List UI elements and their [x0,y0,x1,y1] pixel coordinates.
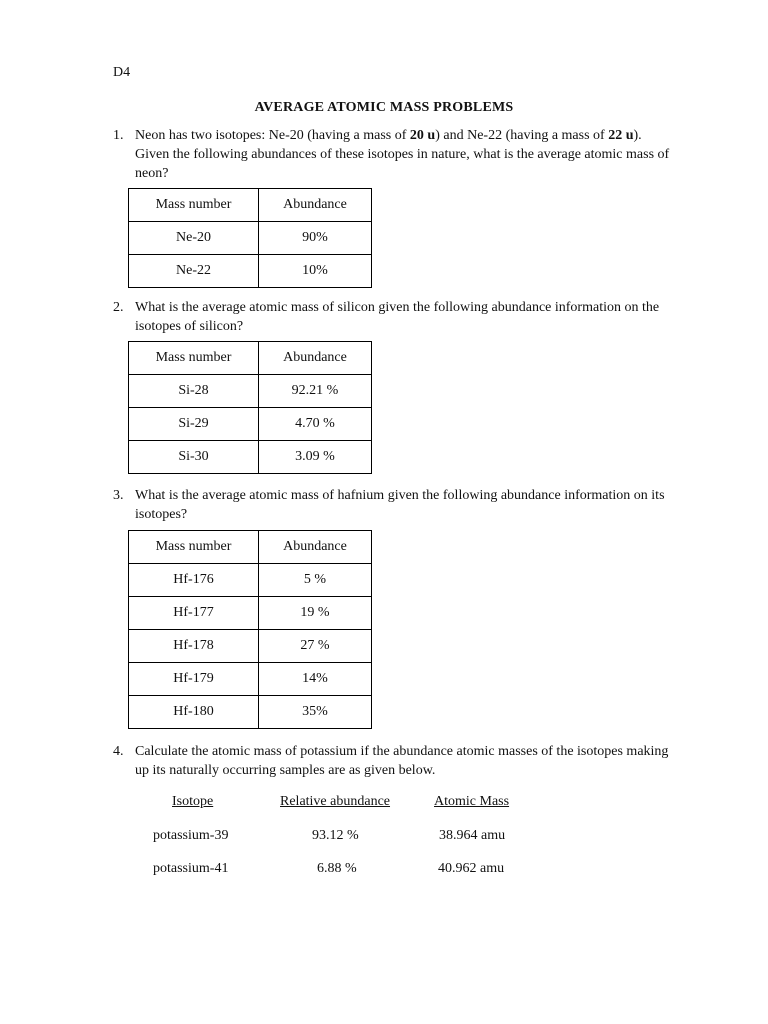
table-cell: Si-30 [129,441,259,474]
table-row [129,222,372,255]
column-header: Mass number [129,342,259,375]
table-header-row [129,189,372,222]
question-1 [113,126,673,183]
neon-22-mass: 22 u [608,128,634,143]
table-cell: 90% [259,222,372,255]
table-row [129,564,372,597]
table-cell: Hf-178 [129,630,259,663]
table-cell: 3.09 % [259,441,372,474]
question-text: What is the average atomic mass of silicon given the following abundance information on the isotopes of silicon? [135,300,660,334]
question-3 [113,486,673,524]
atomic-mass: 40.962 amu [438,861,505,876]
question-text-part: ) and Ne-22 (having a mass of [435,128,609,143]
table-header-row [129,342,372,375]
question-text [135,126,673,183]
table-cell: 19 % [259,597,372,630]
column-header-atomic-mass: Atomic Mass [434,794,510,809]
table-cell: 5 % [259,564,372,597]
table-cell: 27 % [259,630,372,663]
table-cell: Ne-20 [129,222,259,255]
table-row [129,408,372,441]
table-row [129,696,372,729]
isotope-name: potassium-41 [153,861,229,876]
table-row [129,663,372,696]
table-cell: Si-29 [129,408,259,441]
table-cell: 10% [259,255,372,288]
question-text-part: ). Given the following abundances of these isotopes in nature, what is the average atomic mass of neon? [135,128,670,181]
table-row [129,255,372,288]
atomic-mass: 38.964 amu [439,828,506,843]
question-number: 3. [113,488,124,503]
question-text-part: Neon has two isotopes: Ne-20 (having a mass of [135,128,410,143]
relative-abundance: 6.88 % [317,861,357,876]
table-row [129,630,372,663]
question-4 [113,742,673,780]
column-header: Mass number [129,189,259,222]
table-row [129,441,372,474]
column-header-isotope: Isotope [172,794,214,809]
table-cell: Hf-179 [129,663,259,696]
question-text: Calculate the atomic mass of potassium if the abundance atomic masses of the isotopes making up its naturally occurring samples are as given below. [135,744,669,778]
document-code: D4 [113,65,131,80]
column-header: Abundance [259,189,372,222]
table-cell: Hf-180 [129,696,259,729]
column-header: Abundance [259,531,372,564]
relative-abundance: 93.12 % [312,828,359,843]
table-cell: Hf-176 [129,564,259,597]
question-text: What is the average atomic mass of hafnium given the following abundance information on its isotopes? [135,488,665,522]
table-row [129,597,372,630]
question-number: 2. [113,300,124,315]
neon-abundance-table [128,188,372,288]
question-number: 4. [113,744,124,759]
neon-20-mass: 20 u [409,128,436,143]
table-cell: 92.21 % [259,375,372,408]
isotope-name: potassium-39 [153,828,229,843]
column-header: Mass number [129,531,259,564]
table-cell: 14% [259,663,372,696]
table-cell: 35% [259,696,372,729]
column-header: Abundance [259,342,372,375]
table-cell: 4.70 % [259,408,372,441]
table-header-row [129,531,372,564]
table-cell: Hf-177 [129,597,259,630]
table-cell: Si-28 [129,375,259,408]
question-number: 1. [113,128,124,143]
table-cell: Ne-22 [129,255,259,288]
page-title: AVERAGE ATOMIC MASS PROBLEMS [254,100,514,115]
silicon-abundance-table [128,341,372,474]
question-2 [113,298,673,336]
table-row [129,375,372,408]
column-header-relative-abundance: Relative abundance [280,794,391,809]
hafnium-abundance-table [128,530,372,729]
